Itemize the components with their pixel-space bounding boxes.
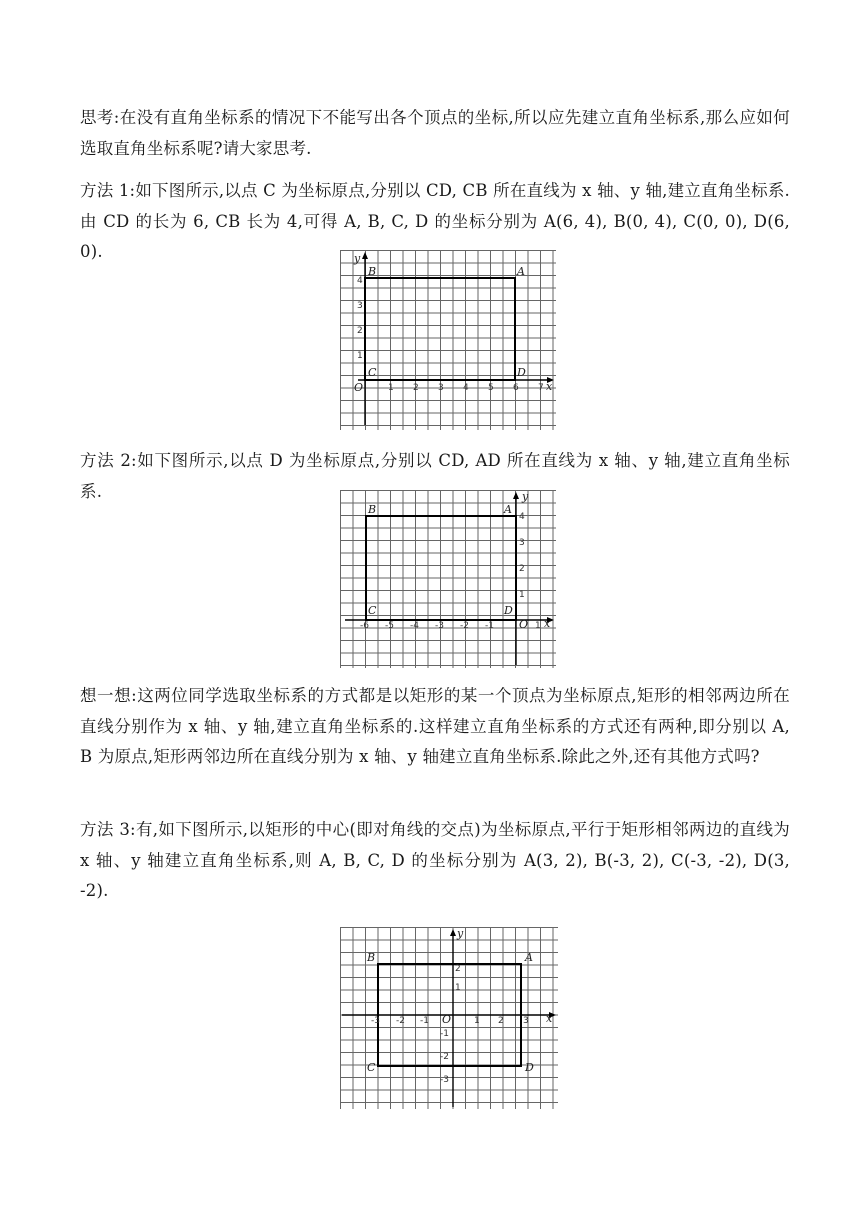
y-tick-label: 1 [357, 351, 363, 361]
x-tick-label: 7 [538, 383, 544, 393]
y-tick-label: -3 [440, 1075, 449, 1085]
x-tick-label: 4 [463, 383, 469, 393]
y-tick-label: 4 [357, 276, 363, 286]
think-paragraph: 思考:在没有直角坐标系的情况下不能写出各个顶点的坐标,所以应先建立直角坐标系,那么应如何选取直角坐标系呢?请大家思考. [80, 108, 790, 158]
y-tick-label: -1 [440, 1029, 449, 1039]
x-tick-label: 2 [413, 383, 419, 393]
point-label-D: D [504, 604, 513, 617]
figure-method3 [340, 927, 558, 1109]
figure-method2 [340, 490, 556, 668]
origin-label: O [519, 618, 529, 631]
x-tick-label: -1 [485, 621, 494, 631]
y-axis-arrow-icon [513, 492, 519, 499]
x-tick-label: 1 [388, 383, 394, 393]
method1-paragraph: 方法 1:如下图所示,以点 C 为坐标原点,分别以 CD, CB 所在直线为 x 轴、y 轴,建立直角坐标系.由 CD 的长为 6, CB 长为 4,可得 A, B, C, D 的坐标分别为 A(6, 4), B(0, 4), C(0, 0), D(6, 0). [80, 181, 790, 261]
x-tick-label: -3 [371, 1016, 380, 1026]
point-label-B: B [368, 265, 377, 278]
x-tick-label: -2 [460, 621, 469, 631]
y-axis-arrow-icon [450, 929, 456, 936]
x-tick-label: 5 [488, 383, 494, 393]
x-tick-label: -3 [435, 621, 444, 631]
x-tick-label: -6 [360, 621, 369, 631]
x-tick-label: -4 [410, 621, 419, 631]
y-tick-label: -2 [440, 1052, 449, 1062]
point-label-C: C [367, 1061, 376, 1074]
x-tick-label: 1 [474, 1016, 480, 1026]
y-axis-label: y [354, 252, 361, 265]
point-label-C: C [368, 604, 377, 617]
origin-label: O [442, 1013, 452, 1026]
origin-label: O [354, 381, 364, 394]
y-tick-label: 1 [519, 590, 525, 600]
method2-paragraph: 方法 2:如下图所示,以点 D 为坐标原点,分别以 CD, AD 所在直线为 x 轴、y 轴,建立直角坐标系. [80, 451, 790, 501]
method3-paragraph: 方法 3:有,如下图所示,以矩形的中心(即对角线的交点)为坐标原点,平行于矩形相邻两边的直线为 x 轴、y 轴建立直角坐标系,则 A, B, C, D 的坐标分别为 A(3, 2), B(-3, 2), C(-3, -2), D(3, -2). [80, 820, 790, 900]
y-tick-label: 3 [357, 301, 363, 311]
y-tick-label: 3 [519, 538, 525, 548]
point-label-A: A [525, 951, 533, 964]
figure-method1 [340, 250, 556, 430]
point-label-D: D [517, 366, 526, 379]
x-tick-label: 3 [438, 383, 444, 393]
y-axis-arrow-icon [362, 252, 368, 259]
x-axis-label: x [546, 380, 553, 393]
x-tick-label: 3 [523, 1016, 529, 1026]
point-label-C: C [368, 366, 377, 379]
x-tick-label: -5 [385, 621, 394, 631]
y-tick-label: 2 [455, 964, 461, 974]
y-tick-label: 2 [519, 564, 525, 574]
y-axis-label: y [457, 927, 464, 940]
x-tick-label: 1 [535, 621, 541, 631]
point-label-A: A [504, 503, 512, 516]
y-axis-label: y [522, 490, 529, 503]
reflect-paragraph: 想一想:这两位同学选取坐标系的方式都是以矩形的某一个顶点为坐标原点,矩形的相邻两边所在直线分别作为 x 轴、y 轴,建立直角坐标系的.这样建立直角坐标系的方式还有两种,即分别以 A, B 为原点,矩形两邻边所在直线分别为 x 轴、y 轴建立直角坐标系.除此之外,还有其他方式吗? [80, 686, 790, 766]
point-label-B: B [368, 503, 377, 516]
y-tick-label: 1 [455, 983, 461, 993]
point-label-B: B [367, 951, 376, 964]
x-tick-label: 6 [513, 383, 519, 393]
point-label-D: D [525, 1061, 534, 1074]
x-axis-label: x [546, 1012, 553, 1025]
x-tick-label: 2 [498, 1016, 504, 1026]
y-tick-label: 2 [357, 326, 363, 336]
y-tick-label: 4 [519, 512, 525, 522]
x-axis-label: x [544, 617, 551, 630]
x-tick-label: -1 [420, 1016, 429, 1026]
point-label-A: A [517, 265, 525, 278]
x-tick-label: -2 [396, 1016, 405, 1026]
